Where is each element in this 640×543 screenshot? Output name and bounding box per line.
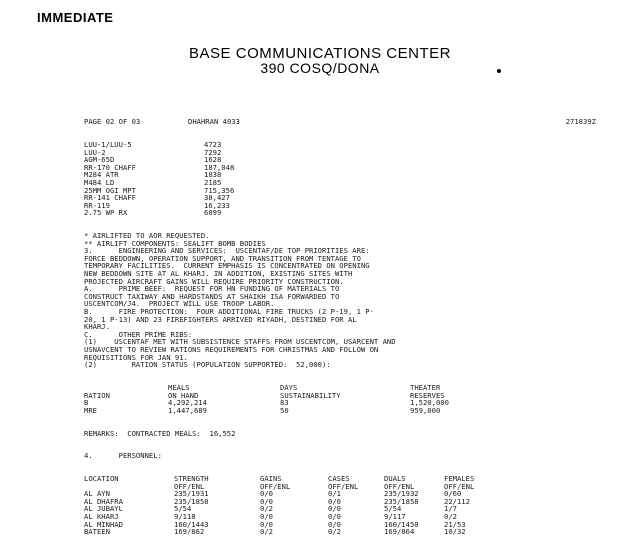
personnel-cell: 9/117	[384, 512, 406, 522]
personnel-cell: CASES	[328, 474, 350, 484]
ration-cell: SUSTAINABILITY	[280, 390, 341, 400]
personnel-cell: 169/862	[174, 527, 205, 537]
personnel-cell: 5/54	[174, 504, 192, 514]
table-row	[84, 505, 624, 513]
personnel-cell: AL MINHAD	[84, 519, 123, 529]
personnel-cell: 235/1931	[174, 489, 209, 499]
page-line	[84, 118, 624, 126]
text-line: CONSTRUCT TAXIWAY AND HARDSTANDS AT SHAIKH ISA FORWARDED TO	[84, 291, 340, 301]
personnel-cell: GAINS	[260, 474, 282, 484]
personnel-cell: LOCATION	[84, 474, 119, 484]
text-line: KHARJ.	[84, 322, 110, 332]
personnel-cell: 21/53	[444, 519, 466, 529]
table-row	[84, 490, 624, 498]
personnel-cell: 9/118	[174, 512, 196, 522]
item-name: RR-170 CHAFF	[84, 162, 136, 172]
ration-cell: ON HAND	[168, 390, 199, 400]
text-line: USNAVCENT TO REVIEW RATIONS REQUIREMENTS FOR CHRISTMAS AND FOLLOW ON	[84, 345, 379, 354]
item-name: M284 ATR	[84, 170, 119, 180]
list-item	[84, 164, 624, 172]
personnel-table	[84, 475, 624, 536]
ration-cell: RATION	[84, 390, 110, 400]
table-row	[84, 407, 624, 415]
item-quantity: 6099	[204, 208, 222, 218]
table-row	[84, 498, 624, 506]
item-quantity: 715,356	[204, 185, 235, 195]
personnel-cell: 0/2	[444, 512, 457, 522]
text-line: NEW BEDDOWN SITE AT AL KHARJ. IN ADDITION, EXISTING SITES WITH	[84, 269, 353, 279]
personnel-cell: FEMALES	[444, 474, 475, 484]
personnel-cell: AL KHARJ	[84, 512, 119, 522]
personnel-cell: 160/1443	[174, 519, 209, 529]
personnel-cell: 0/0	[328, 504, 341, 514]
personnel-cell: AL DHAFRA	[84, 496, 123, 506]
personnel-cell: OFF/ENL	[384, 481, 415, 491]
text-line: * AIRLIFTED TO AOR REQUESTED.	[84, 231, 210, 241]
personnel-cell: 235/1858	[384, 496, 419, 506]
personnel-cell: OFF/ENL	[328, 481, 359, 491]
item-name: RR-141 CHAFF	[84, 193, 136, 203]
text-line: ** AIRLIFT COMPONENTS: SEALIFT BOMB BODIES	[84, 238, 266, 248]
personnel-header-row	[84, 475, 624, 483]
item-quantity: 16,233	[204, 200, 230, 210]
item-quantity: 7292	[204, 147, 222, 157]
list-item	[84, 156, 624, 164]
personnel-cell: 0/0	[260, 496, 273, 506]
ration-cell: 4,292,214	[168, 398, 207, 408]
table-row	[84, 399, 624, 407]
text-line: (1) USCENTAF MET WITH SUBSISTENCE STAFFS FROM USCENTCOM, USARCENT AND	[84, 337, 396, 347]
personnel-cell: 0/0	[260, 519, 273, 529]
personnel-cell: OFF/ENL	[174, 481, 205, 491]
ration-cell: B	[84, 398, 89, 408]
list-item	[84, 141, 624, 149]
item-quantity: 4723	[204, 139, 222, 149]
personnel-cell: OFF/ENL	[260, 481, 291, 491]
item-quantity: 2185	[204, 177, 222, 187]
page-number: PAGE 02 OF 03	[84, 117, 141, 127]
personnel-cell: 0/0	[328, 519, 341, 529]
list-item	[84, 209, 624, 217]
ration-cell: THEATER	[410, 382, 441, 392]
personnel-cell: BATEEN	[84, 527, 110, 537]
list-item	[84, 202, 624, 210]
personnel-cell: 235/1858	[174, 496, 209, 506]
personnel-cell: 235/1932	[384, 489, 419, 499]
ration-cell: 1,447,689	[168, 405, 207, 415]
remarks-line: REMARKS: CONTRACTED MEALS: 16,552	[84, 428, 236, 438]
ration-cell: DAYS	[280, 382, 298, 392]
personnel-cell: 0/2	[260, 504, 273, 514]
ration-cell: 1,520,000	[410, 398, 449, 408]
personnel-cell: 0/0	[328, 496, 341, 506]
text-line: 3. ENGINEERING AND SERVICES: USCENTAF/DE TOP PRIORITIES ARE:	[84, 246, 370, 256]
personnel-cell: DUALS	[384, 474, 406, 484]
personnel-cell: 22/112	[444, 496, 470, 506]
list-item	[84, 179, 624, 187]
header-unit: 390 COSQ/DONA	[260, 60, 380, 76]
personnel-cell: 0/2	[328, 527, 341, 537]
ration-cell: 50	[280, 405, 289, 415]
text-line: (2) RATION STATUS (POPULATION SUPPORTED: 52,000):	[84, 360, 331, 370]
personnel-cell: 169/864	[384, 527, 415, 537]
message-ref: DHAHRAN 4033	[188, 117, 240, 127]
personnel-cell: 0/0	[328, 512, 341, 522]
ration-table	[84, 384, 624, 414]
item-name: LUU-1/LUU-5	[84, 139, 132, 149]
personnel-header-row	[84, 483, 624, 491]
priority-stamp: IMMEDIATE	[37, 10, 114, 25]
ration-cell: RESERVES	[410, 390, 445, 400]
text-line: 20, 1 P-13) AND 23 FIREFIGHTERS ARRIVED RIYADH, DESTINED FOR AL	[84, 314, 357, 324]
text-line: FORCE BEDDOWN, OPERATION SUPPORT, AND TRANSITION FROM TENTAGE TO	[84, 253, 361, 263]
ration-cell: 83	[280, 398, 289, 408]
personnel-cell: 1/7	[444, 504, 457, 514]
item-name: RR-119	[84, 200, 110, 210]
item-quantity: 38,427	[204, 193, 230, 203]
table-row	[84, 513, 624, 521]
item-quantity: 1038	[204, 170, 222, 180]
personnel-cell: 0/0	[260, 489, 273, 499]
personnel-cell: 0/2	[260, 527, 273, 537]
item-quantity: 187,048	[204, 162, 235, 172]
personnel-cell: AL JUBAYL	[84, 504, 123, 514]
text-line: USCENTCOM/J4. PROJECT WILL USE TROOP LABOR.	[84, 299, 275, 309]
text-line: A. PRIME BEEF: REQUEST FOR HN FUNDING OF MATERIALS TO	[84, 284, 340, 294]
personnel-cell: 5/54	[384, 504, 402, 514]
table-row	[84, 528, 624, 536]
ration-header-row	[84, 384, 624, 392]
list-item	[84, 171, 624, 179]
ration-cell: MRE	[84, 405, 97, 415]
personnel-cell: OFF/ENL	[444, 481, 475, 491]
ration-header-row	[84, 392, 624, 400]
item-name: M484 LD	[84, 177, 115, 187]
item-name: LUU-2	[84, 147, 106, 157]
personnel-cell: 0/60	[444, 489, 462, 499]
item-quantity: 1628	[204, 155, 222, 165]
list-item	[84, 194, 624, 202]
ration-cell: MEALS	[168, 382, 190, 392]
personnel-cell: 0/1	[328, 489, 341, 499]
narrative-text	[84, 232, 624, 369]
list-item	[84, 149, 624, 157]
message-date: 271839Z	[565, 117, 596, 127]
header-title: BASE COMMUNICATIONS CENTER	[189, 45, 451, 62]
personnel-cell: 0/0	[260, 512, 273, 522]
item-name: AGM-65D	[84, 155, 115, 165]
personnel-cell: 160/1450	[384, 519, 419, 529]
personnel-title: 4. PERSONNEL:	[84, 451, 162, 461]
text-line: REQUISITIONS FOR JAN 91.	[84, 352, 188, 362]
munitions-list	[84, 141, 624, 217]
item-name: 2.75 WP RX	[84, 208, 128, 218]
text-line: B. FIRE PROTECTION: FOUR ADDITIONAL FIRE TRUCKS (2 P-19, 1 P-	[84, 307, 374, 317]
text-line: TEMPORARY FACILITIES. CURRENT EMPHASIS IS CONCENTRATED ON OPENING	[84, 261, 370, 271]
personnel-cell: 10/32	[444, 527, 466, 537]
text-line: C. OTHER PRIME RIBS:	[84, 329, 193, 339]
table-row	[84, 521, 624, 529]
ration-cell: 959,000	[410, 405, 441, 415]
text-line: PROJECTED AIRCRAFT GAINS WILL REQUIRE PRIORITY CONSTRUCTION.	[84, 276, 344, 286]
item-name: 25MM OGI MPT	[84, 185, 136, 195]
message-body	[84, 103, 624, 543]
list-item	[84, 187, 624, 195]
personnel-cell: STRENGTH	[174, 474, 209, 484]
personnel-cell: AL AYN	[84, 489, 110, 499]
margin-dot-mark	[497, 69, 501, 73]
